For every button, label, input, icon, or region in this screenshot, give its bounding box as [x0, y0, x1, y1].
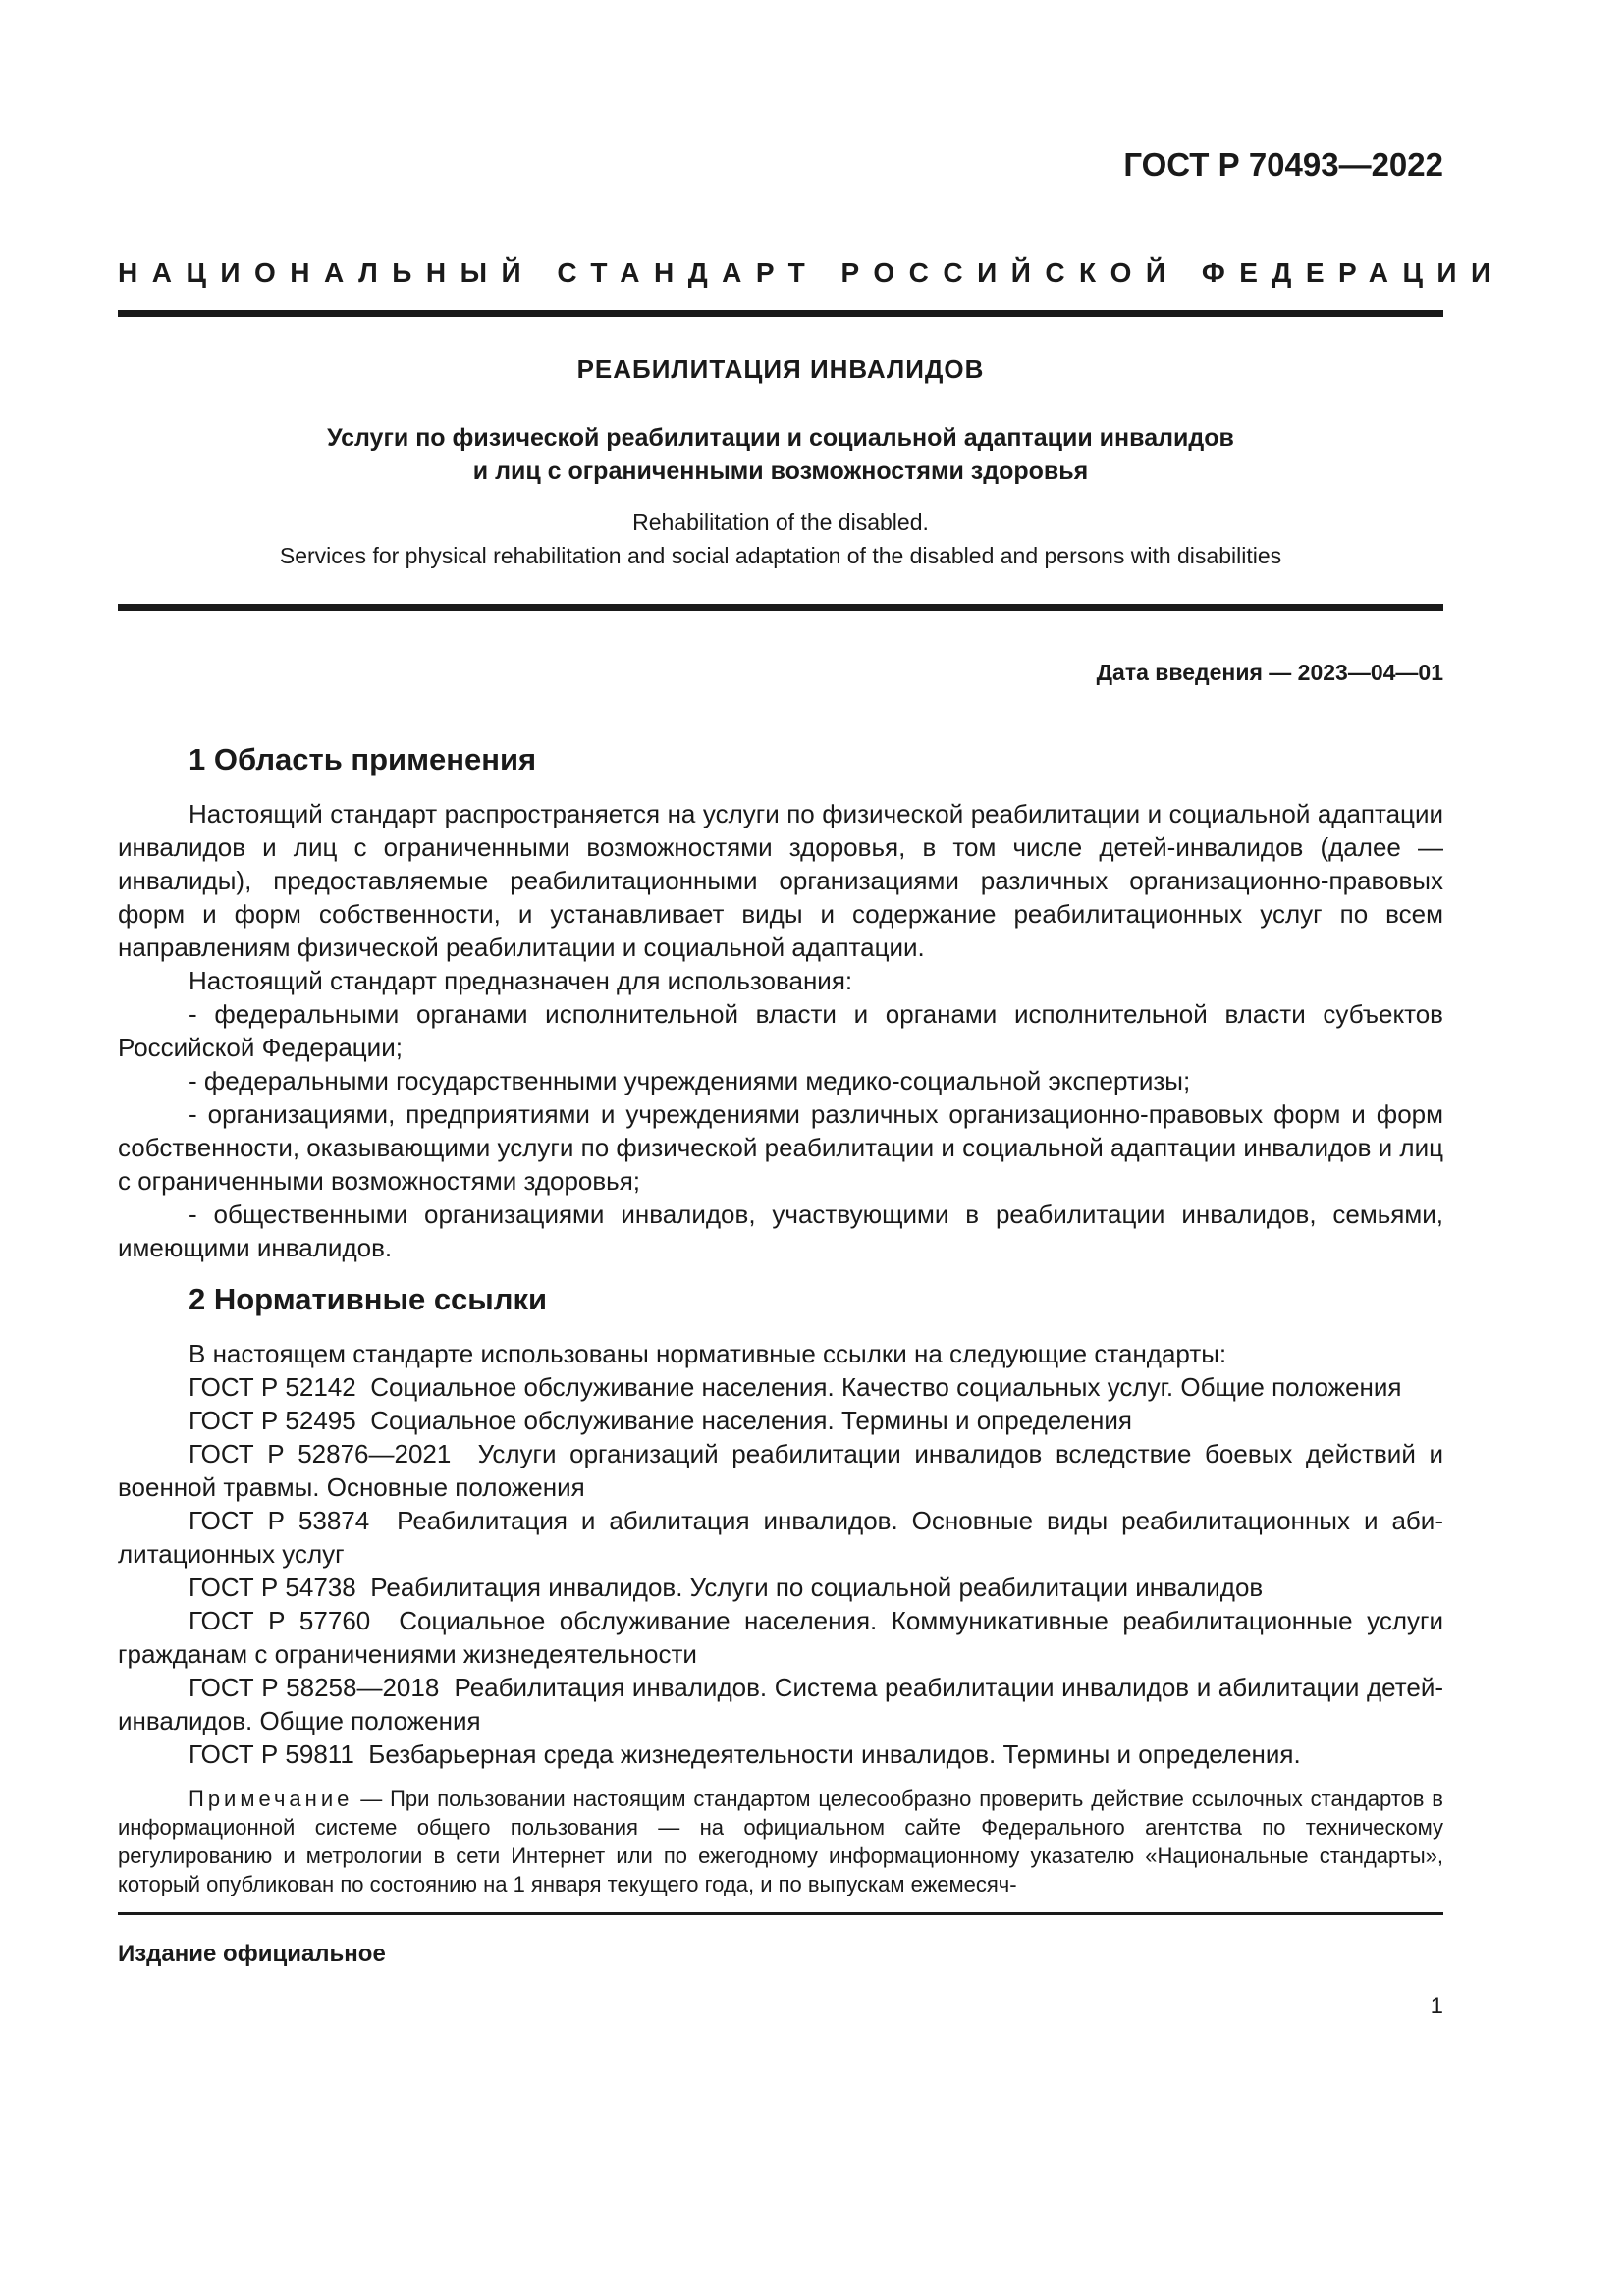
national-standard-title: НАЦИОНАЛЬНЫЙ СТАНДАРТ РОССИЙСКОЙ ФЕДЕРАЦИИ	[118, 257, 1505, 288]
sub-title-line: Услуги по физической реабилитации и социальной адаптации инвалидов	[327, 424, 1234, 452]
reference-code: ГОСТ Р 59811	[189, 1739, 354, 1769]
reference-code: ГОСТ Р 52495	[189, 1406, 356, 1435]
reference-title: Реабилитация инвалидов. Услуги по социальной реабилитации инвалидов	[370, 1573, 1264, 1602]
reference-item	[118, 1437, 1443, 1504]
reference-title: Социальное обслуживание населения. Коммуникативные реабилитационные услуги гражданам с ограничениями жизнедеятельности	[118, 1606, 1443, 1669]
list-item: - организациями, предприятиями и учреждениями различных организационно-правовых форм и форм собственности, оказывающими услуги по физической реабилитации и социальной адаптации инвалидов и лиц с ограниченными возможностями здоровья;	[118, 1099, 1443, 1196]
list-item: - общественными организациями инвалидов, участвующими в реабилитации инвалидов, семьями, имеющими инвалидов.	[118, 1200, 1443, 1262]
sub-title-line: и лиц с ограниченными возможностями здоровья	[472, 457, 1089, 485]
top-divider	[118, 310, 1443, 317]
reference-item	[118, 1737, 1443, 1771]
standard-code: ГОСТ Р 70493—2022	[1123, 146, 1443, 183]
reference-item	[118, 1404, 1443, 1437]
list-item: - федеральными органами исполнительной власти и органами исполнительной власти субъектов Российской Федерации;	[118, 999, 1443, 1062]
edition-label: Издание официальное	[118, 1941, 386, 1967]
reference-title: Социальное обслуживание населения. Качество социальных услуг. Общие положения	[370, 1372, 1402, 1402]
section-heading-scope: 1 Область применения	[189, 742, 537, 776]
paragraph: Настоящий стандарт предназначен для использования:	[189, 966, 853, 995]
introduction-date: Дата введения — 2023—04—01	[1096, 660, 1443, 685]
reference-item	[118, 1571, 1443, 1604]
english-title-line: Rehabilitation of the disabled.	[632, 509, 929, 535]
english-title-line: Services for physical rehabilitation and social adaptation of the disabled and persons with disabilities	[279, 543, 1282, 568]
reference-item	[118, 1504, 1443, 1571]
note-text: — При пользовании настоящим стандартом целесообразно проверить действие ссылочных стандартов в информационной системе общего пользования — на официальном сайте Федерального агентства по техническому регулированию и метрологии в сети Интернет или по ежегодному информационному указателю «Национальные стандарты», который опубликован по состоянию на 1 января текущего года, и по выпускам ежемесяч-	[118, 1787, 1443, 1896]
note-label: Примечание	[189, 1787, 353, 1811]
reference-item	[118, 1604, 1443, 1671]
reference-title: Услуги организаций реабилитации инвалидов вследствие боевых действий и военной травмы. Основные положения	[118, 1439, 1443, 1502]
english-title	[118, 506, 1443, 572]
reference-code: ГОСТ Р 52142	[189, 1372, 356, 1402]
reference-title: Социальное обслуживание населения. Термины и определения	[370, 1406, 1132, 1435]
list-item: - федеральными государственными учреждениями медико-социальной экспертизы;	[189, 1066, 1191, 1095]
reference-item	[118, 1370, 1443, 1404]
section-heading-normative-references: 2 Нормативные ссылки	[189, 1282, 548, 1316]
paragraph: Настоящий стандарт распространяется на услуги по физической реабилитации и социальной адаптации инвалидов и лиц с ограниченными возможностями здоровья, в том числе детей-инвалидов (далее — инвалиды), предоставляемые реабилитационными организациями различных организационно-правовых форм и форм собственности, и устанавливает виды и содержание реабилитационных услуг по всем направлениям физической реабилитации и социальной адаптации.	[118, 799, 1443, 962]
reference-code: ГОСТ Р 57760	[189, 1606, 371, 1635]
page-number: 1	[1430, 1993, 1443, 2019]
reference-code: ГОСТ Р 52876—2021	[189, 1439, 452, 1468]
references-note	[118, 1785, 1443, 1898]
reference-title: Реабилитация инвалидов. Система реабилитации инвалидов и абилитации детей-инвалидов. Общие положения	[118, 1673, 1444, 1735]
section-references-body	[118, 1337, 1443, 1771]
main-title: РЕАБИЛИТАЦИЯ ИНВАЛИДОВ	[576, 354, 985, 384]
reference-title: Безбарьерная среда жизнедеятельности инвалидов. Термины и определения.	[368, 1739, 1301, 1769]
section-scope-body	[118, 797, 1443, 1264]
reference-code: ГОСТ Р 54738	[189, 1573, 356, 1602]
paragraph: В настоящем стандарте использованы нормативные ссылки на следующие стандарты:	[189, 1339, 1227, 1368]
footer-divider	[118, 1912, 1443, 1915]
reference-code: ГОСТ Р 53874	[189, 1506, 370, 1535]
reference-title: Реабилитация и абилитация инвалидов. Основные виды реабилитационных и абилитационных услуг	[118, 1506, 1443, 1569]
sub-title	[118, 421, 1443, 488]
reference-item	[118, 1671, 1443, 1737]
reference-code: ГОСТ Р 58258—2018	[189, 1673, 440, 1702]
title-divider	[118, 604, 1443, 611]
